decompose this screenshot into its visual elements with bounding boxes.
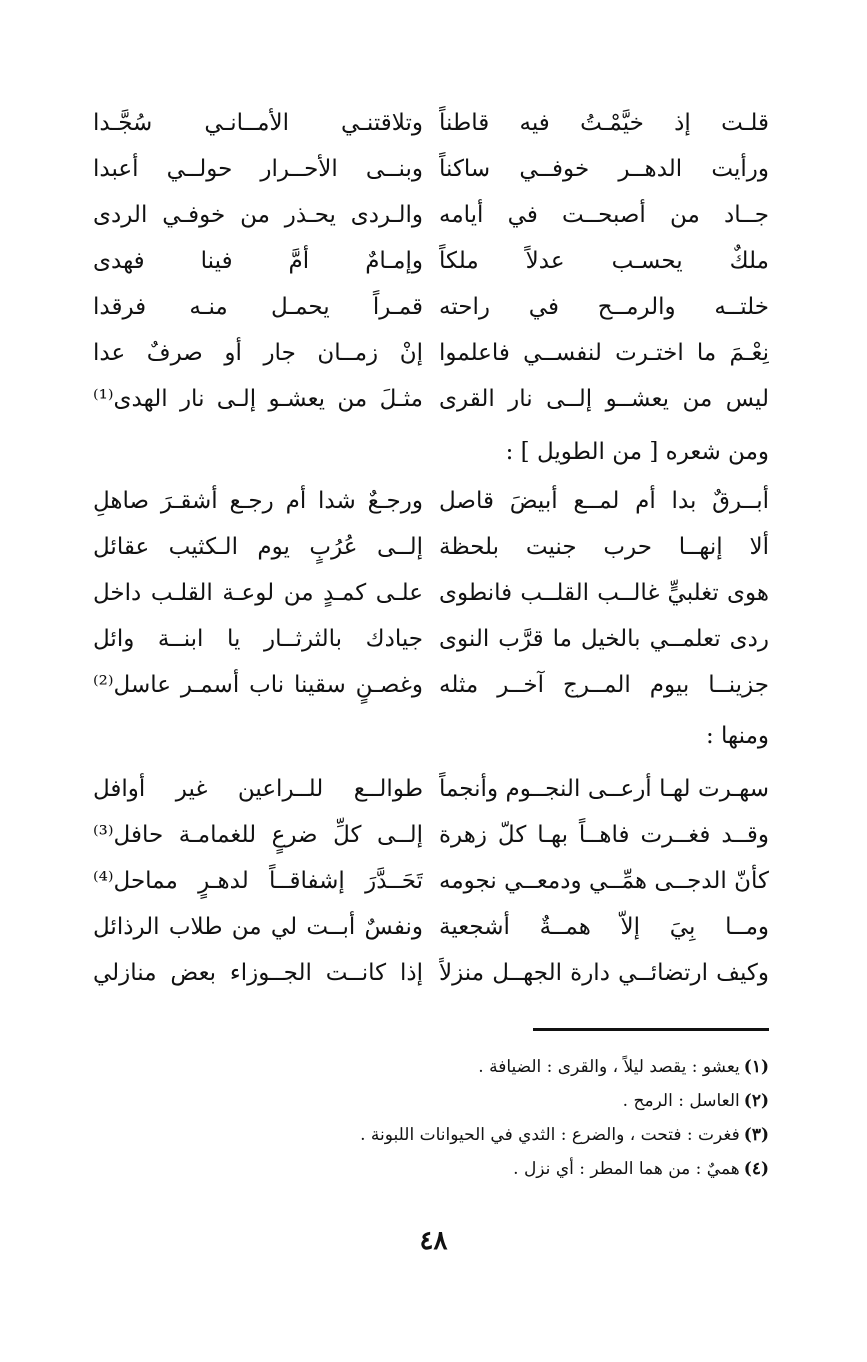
verse-first-hemistich: جزينــا بيوم المــرج آخــر مثله <box>439 672 769 698</box>
verse-second-hemistich: إلــى عُرُبٍ يوم الـكثيب عقائل <box>93 534 423 560</box>
verse-first-hemistich: ومــا بِيَ إلاّ همــةٌ أشجعية <box>439 914 769 940</box>
verse-second-hemistich: وبنــى الأحــرار حولــي أعبدا <box>93 156 423 182</box>
page-number: ٤٨ <box>419 1226 448 1256</box>
verse-second-hemistich: إلــى كلِّ ضرعٍ للغمامـة حافل⁽³⁾ <box>93 822 423 848</box>
verse-first-hemistich: كأنّ الدجــى همِّــي ودمعــي نجومه <box>439 868 769 894</box>
footnote-divider <box>533 1028 769 1031</box>
verse-second-hemistich: قمـراً يحمـل منـه فرقدا <box>93 294 423 320</box>
poem-intro-heading: ومن شعره [ من الطويل ] : <box>505 439 769 465</box>
footnote <box>89 1118 769 1152</box>
verse-first-hemistich: وقــد فغــرت فاهــاً بهـا كلّ زهرة <box>439 822 769 848</box>
verse-first-hemistich: قلـت إذ خيَّمْـتُ فيه قاطناً <box>439 110 769 136</box>
verse-second-hemistich: وتلاقتنـي الأمــانـي سُجَّـدا <box>93 110 423 136</box>
verse-second-hemistich: وإمـامٌ أمَّ فينا فهدى <box>93 248 423 274</box>
footnote-text: يعشو : يقصد ليلاً ، والقرى : الضيافة . <box>478 1057 740 1077</box>
poem-block-1 <box>93 100 769 422</box>
verse-second-hemistich: ونفسٌ أبــت لي من طلاب الرذائل <box>93 914 423 940</box>
footnote-number: (٢) <box>743 1091 769 1111</box>
footnote <box>89 1050 769 1084</box>
verse-second-hemistich: تَحَــدَّرَ إشفاقــاً لدهـرٍ مماحل⁽⁴⁾ <box>93 868 423 894</box>
verse-second-hemistich: والـردى يحـذر من خوفـي الردى <box>93 202 423 228</box>
footnote-number: (٤) <box>743 1159 769 1179</box>
verse-first-hemistich: وكيف ارتضائــي دارة الجهــل منزلاً <box>439 960 769 986</box>
poem-block-3 <box>93 766 769 996</box>
verse-first-hemistich: ألا إنهــا حرب جنيت بلحظة <box>439 534 769 560</box>
verse-second-hemistich: ورجـعٌ شدا أم رجـع أشقـرَ صاهلِ <box>93 488 423 514</box>
verse-first-hemistich: ليس من يعشــو إلــى نار القرى <box>439 386 769 412</box>
verse-second-hemistich: مثـلَ من يعشـو إلـى نار الهدى⁽¹⁾ <box>93 386 423 412</box>
footnote <box>89 1152 769 1186</box>
poem-block-2 <box>93 478 769 708</box>
verse-first-hemistich: ورأيت الدهــر خوفــي ساكناً <box>439 156 769 182</box>
verse-first-hemistich: جــاد من أصبحــت في أيامه <box>439 202 769 228</box>
footnote <box>89 1084 769 1118</box>
footnotes <box>89 1050 769 1186</box>
verse-first-hemistich: أبــرقٌ بدا أم لمــع أبيضَ قاصل <box>439 488 769 514</box>
footnote-text: هميٌ : من هما المطر : أي نزل . <box>513 1159 740 1179</box>
verse-second-hemistich: إنْ زمــان جار أو صرفٌ عدا <box>93 340 423 366</box>
verse-first-hemistich: سهـرت لهـا أرعــى النجــوم وأنجماً <box>439 776 769 802</box>
footnote-number: (٣) <box>743 1125 769 1145</box>
verse-second-hemistich: علـى كمـدٍ من لوعـة القلـب داخل <box>93 580 423 606</box>
verse-first-hemistich: نِعْـمَ ما اختـرت لنفســي فاعلموا <box>439 340 769 366</box>
poem-intro-heading: ومنها : <box>705 723 769 749</box>
verse-second-hemistich: طوالــع للــراعين غير أوافل <box>93 776 423 802</box>
verse-second-hemistich: إذا كانــت الجــوزاء بعض منازلي <box>93 960 423 986</box>
verse-first-hemistich: خلتــه والرمــح في راحته <box>439 294 769 320</box>
footnote-number: (١) <box>743 1057 769 1077</box>
verse-first-hemistich: ردى تعلمــي بالخيل ما قرَّب النوى <box>439 626 769 652</box>
footnote-text: العاسل : الرمح . <box>622 1091 740 1111</box>
verse-first-hemistich: هوى تغلبيٍّ غالــب القلــب فانطوى <box>439 580 769 606</box>
verse-second-hemistich: وغصـنٍ سقينا ناب أسمـر عاسل⁽²⁾ <box>93 672 423 698</box>
verse-first-hemistich: ملكٌ يحسـب عدلاً ملكاً <box>439 248 769 274</box>
footnote-text: فغرت : فتحت ، والضرع : الثدي في الحيوانات اللبونة . <box>360 1125 740 1145</box>
verse-second-hemistich: جيادك بالثرثــار يا ابنــة وائل <box>93 626 423 652</box>
